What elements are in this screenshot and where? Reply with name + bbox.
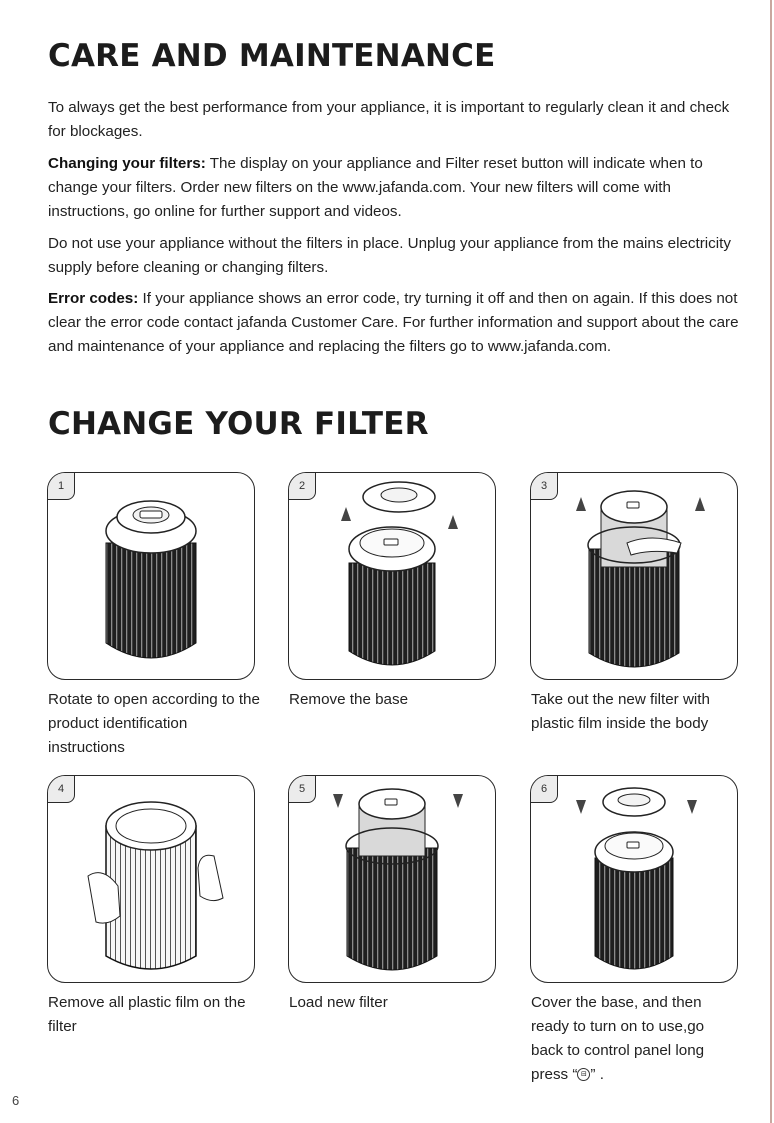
- step-badge: 4: [47, 775, 75, 803]
- error-text: If your appliance shows an error code, try turning it off and then on again. If this does not clear the error code contact jafanda Customer Care. For further information and support about the care and maintenance of your appliance and replacing the filters go to www.jafanda.com.: [48, 290, 739, 355]
- step-badge: 3: [530, 472, 558, 500]
- step-2-caption: Remove the base: [289, 691, 409, 708]
- page-edge-rule: [770, 0, 772, 1123]
- step-6-caption-text: Cover the base, and then ready to turn on to use,go back to control panel long press “: [531, 994, 705, 1083]
- remove-film-illustration: [48, 776, 254, 982]
- step-2-card: [288, 472, 496, 680]
- filters-text: The display on your appliance and Filter reset button will indicate when to change your filters. Order new filters on the www.jafanda.com. Your new filters will come with instructions, go online for further support and videos.: [48, 155, 703, 220]
- step-badge: 6: [530, 775, 558, 803]
- step-4-caption: Remove all plastic film on the filter: [48, 994, 246, 1035]
- take-out-filter-illustration: [531, 473, 737, 679]
- remove-base-illustration: [289, 473, 495, 679]
- step-3-card: [530, 472, 738, 680]
- warning-paragraph: Do not use your appliance without the filters in place. Unplug your appliance from the mains electricity supply before cleaning or changing filters.: [48, 235, 731, 276]
- filter-reset-icon: ⊟: [577, 1068, 590, 1081]
- step-badge: 1: [47, 472, 75, 500]
- intro-paragraph: To always get the best performance from your appliance, it is important to regularly clean it and check for blockages.: [48, 99, 730, 140]
- error-label: Error codes:: [48, 290, 139, 307]
- error-paragraph: [48, 287, 748, 359]
- step-1-card: [47, 472, 255, 680]
- filters-label: Changing your filters:: [48, 155, 206, 172]
- step-6-caption: [531, 991, 721, 1087]
- step-6-caption-end: ” .: [590, 1066, 604, 1083]
- step-5-card: [288, 775, 496, 983]
- step-6-card: [530, 775, 738, 983]
- step-1-caption: Rotate to open according to the product identification instructions: [48, 691, 260, 756]
- step-5-caption: Load new filter: [289, 994, 388, 1011]
- step-3-caption: Take out the new filter with plastic film inside the body: [531, 691, 710, 732]
- filters-paragraph: [48, 152, 748, 224]
- page-number: 6: [12, 1093, 20, 1108]
- step-4-card: [47, 775, 255, 983]
- step-badge: 2: [288, 472, 316, 500]
- step-badge: 5: [288, 775, 316, 803]
- load-filter-illustration: [289, 776, 495, 982]
- change-filter-heading: CHANGE YOUR FILTER: [48, 406, 429, 442]
- cover-base-illustration: [531, 776, 737, 982]
- care-maintenance-heading: CARE AND MAINTENANCE: [48, 38, 496, 74]
- filter-rotate-illustration: [48, 473, 254, 679]
